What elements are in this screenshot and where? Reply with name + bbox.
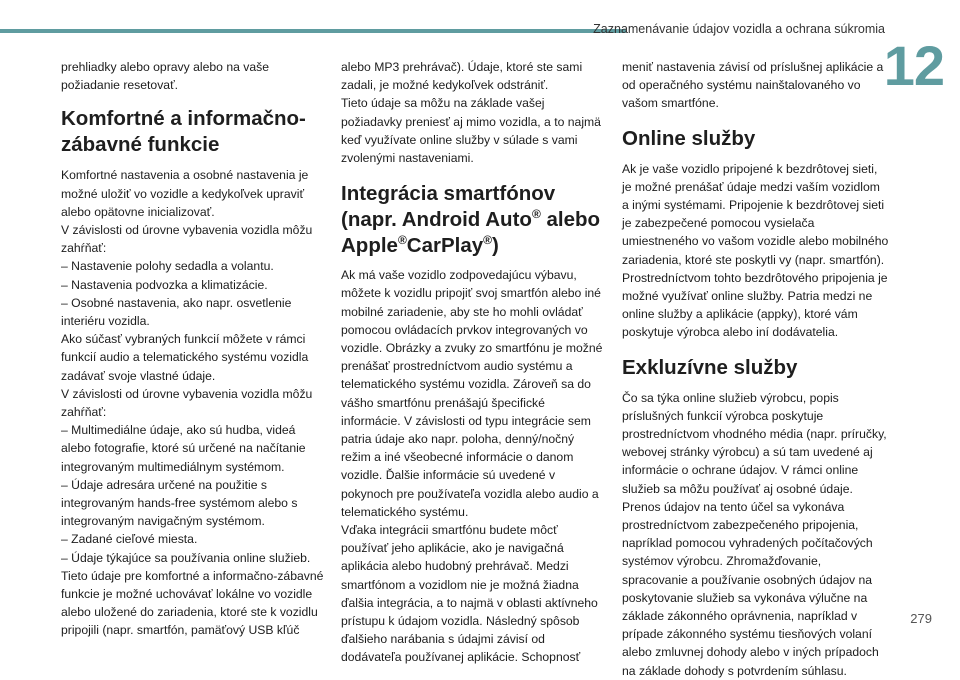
list-item: – Osobné nastavenia, ako napr. osvetlenie interiéru vozidla.: [61, 295, 292, 329]
paragraph: alebo MP3 prehrávač). Údaje, ktoré ste sami zadali, je možné kedykoľvek odstrániť.: [341, 60, 583, 93]
section-heading-smartphone: [341, 181, 606, 259]
paragraph: Ak má vaše vozidlo zodpovedajúcu výbavu, môžete k vozidlu pripojiť svoj smartfón alebo iné mobilné zariadenie, aby ste ho mohli ovládať pomocou ovládacích prvkov integrovaných vo vozidle. Obrázky a zvuky zo smartfónu je možné prenášať prostredníctvom audio systému a telematického systému vozidla. Zároveň sa do vášho smartfónu prenášajú špecifické informácie. V závislosti od typu integrácie sem patria údaje ako napr. poloha, denný/nočný režim a iné všeobecné informácie o danom vozidle. Ďalšie informácie sú uvedené v pokynoch pre používateľa vozidla alebo audio a telematického systému.: [341, 268, 603, 519]
section-heading-online: Online služby: [622, 126, 756, 150]
registered-mark: ®: [531, 207, 541, 222]
list-item: – Zadané cieľové miesta.: [61, 532, 198, 547]
paragraph: prehliadky alebo opravy alebo na vaše požiadanie resetovať.: [61, 60, 270, 93]
registered-mark: ®: [483, 233, 492, 248]
running-head: Zaznamenávanie údajov vozidla a ochrana súkromia: [593, 22, 885, 36]
list-item: – Nastavenie polohy sedadla a volantu.: [61, 259, 274, 274]
paragraph: Tieto údaje pre komfortné a informačno-zábavné funkcie je možné uchovávať lokálne vo vozidle alebo uložené do zariadenia, ktoré ste k vozidlu pripojili (napr. smartfón, pamäťový USB kľúč: [61, 568, 324, 638]
paragraph: Ako súčasť vybraných funkcií môžete v rámci funkcií audio a telematického systému vozidla zadávať svoje vlastné údaje.: [61, 332, 309, 383]
header-accent-bar: [0, 29, 626, 33]
paragraph: Vďaka integrácii smartfónu budete môcť používať jeho aplikácie, ako je navigačná aplikácia alebo hudobný prehrávač. Medzi smartfónom a vozidlom nie je možná žiadna ďalšia integrácia, a to najmä v oblasti aktívneho prístupu k údajom vozidla. Následný spôsob ďalšieho narábania s údajmi závisí od dodávateľa používanej aplikácie. Schopnosť: [341, 523, 598, 665]
column-1: [61, 58, 326, 640]
column-3: [622, 58, 890, 680]
section-heading-comfort: Komfortné a informačno-zábavné funkcie: [61, 107, 306, 157]
page-number: 279: [910, 611, 932, 626]
list-item: – Údaje adresára určené na použitie s integrovaným hands-free systémom alebo s integrovaným navigačným systémom.: [61, 477, 298, 529]
list-item: – Nastavenia podvozka a klimatizácie.: [61, 277, 268, 292]
list-item: – Multimediálne údaje, ako sú hudba, videá alebo fotografie, ktoré sú určené na načítanie integrovaným multimediálnym systémom.: [61, 423, 306, 474]
heading-text: CarPlay: [406, 234, 484, 258]
heading-text: alebo Apple: [341, 208, 601, 258]
paragraph: Komfortné nastavenia a osobné nastavenia je možné uložiť vo vozidle a kedykoľvek upraviť alebo opätovne inicializovať.: [61, 168, 309, 219]
paragraph: Ak je vaše vozidlo pripojené k bezdrôtovej sieti, je možné prenášať údaje medzi vaším vozidlom a inými systémami. Pripojenie k bezdrôtovej sieti je zabezpečené pomocou vysielača umiestneného vo vašom vozidle alebo mobilného zariadenia, ktoré ste poskytli vy (napr. smartfón). Prostredníctvom tohto bezdrôtového pripojenia je možné využívať online služby. Patria medzi ne online služby a aplikácie (appky), ktoré vám poskytuje výrobca alebo iní dodávatelia.: [622, 161, 889, 340]
heading-text: Integrácia smartfónov (napr. Android Auto: [341, 182, 556, 232]
heading-text: ): [492, 234, 499, 258]
paragraph: Tieto údaje sa môžu na základe vašej požiadavky preniesť aj mimo vozidla, a to najmä keď využívate online služby v súlade s vami zvolenými nastaveniami.: [341, 96, 601, 166]
column-2: [341, 58, 606, 667]
chapter-number: 12: [883, 34, 944, 97]
paragraph: meniť nastavenia závisí od príslušnej aplikácie a od operačného systému nainštalovaného vo vašom smartfóne.: [622, 60, 884, 111]
section-heading-exclusive: Exkluzívne služby: [622, 355, 798, 379]
list-item: – Údaje týkajúce sa používania online služieb.: [61, 550, 311, 565]
paragraph: V závislosti od úrovne vybavenia vozidla môžu zahŕňať:: [61, 386, 313, 420]
registered-mark: ®: [397, 233, 407, 248]
paragraph: V závislosti od úrovne vybavenia vozidla môžu zahŕňať:: [61, 223, 313, 256]
paragraph: Čo sa týka online služieb výrobcu, popis príslušných funkcií výrobca poskytuje prostredníctvom vhodného média (napr. príručky, webovej stránky výrobcu) a sú tam uvedené aj informácie o ochrane údajov. V rámci online služieb sa môžu používať aj osobné údaje. Prenos údajov na tento účel sa vykonáva prostredníctvom zabezpečeného pripojenia, napríklad pomocou vyhradených počítačových systémov výrobcu. Zhromažďovanie, spracovanie a používanie osobných údajov na poskytovanie služieb sa vykonáva výlučne na základe zákonného oprávnenia, napríklad v prípade zákonného systému tiesňových volaní alebo zmluvnej dohody alebo v iných prípadoch na základe dohody s potvrdením súhlasu.: [622, 390, 887, 678]
